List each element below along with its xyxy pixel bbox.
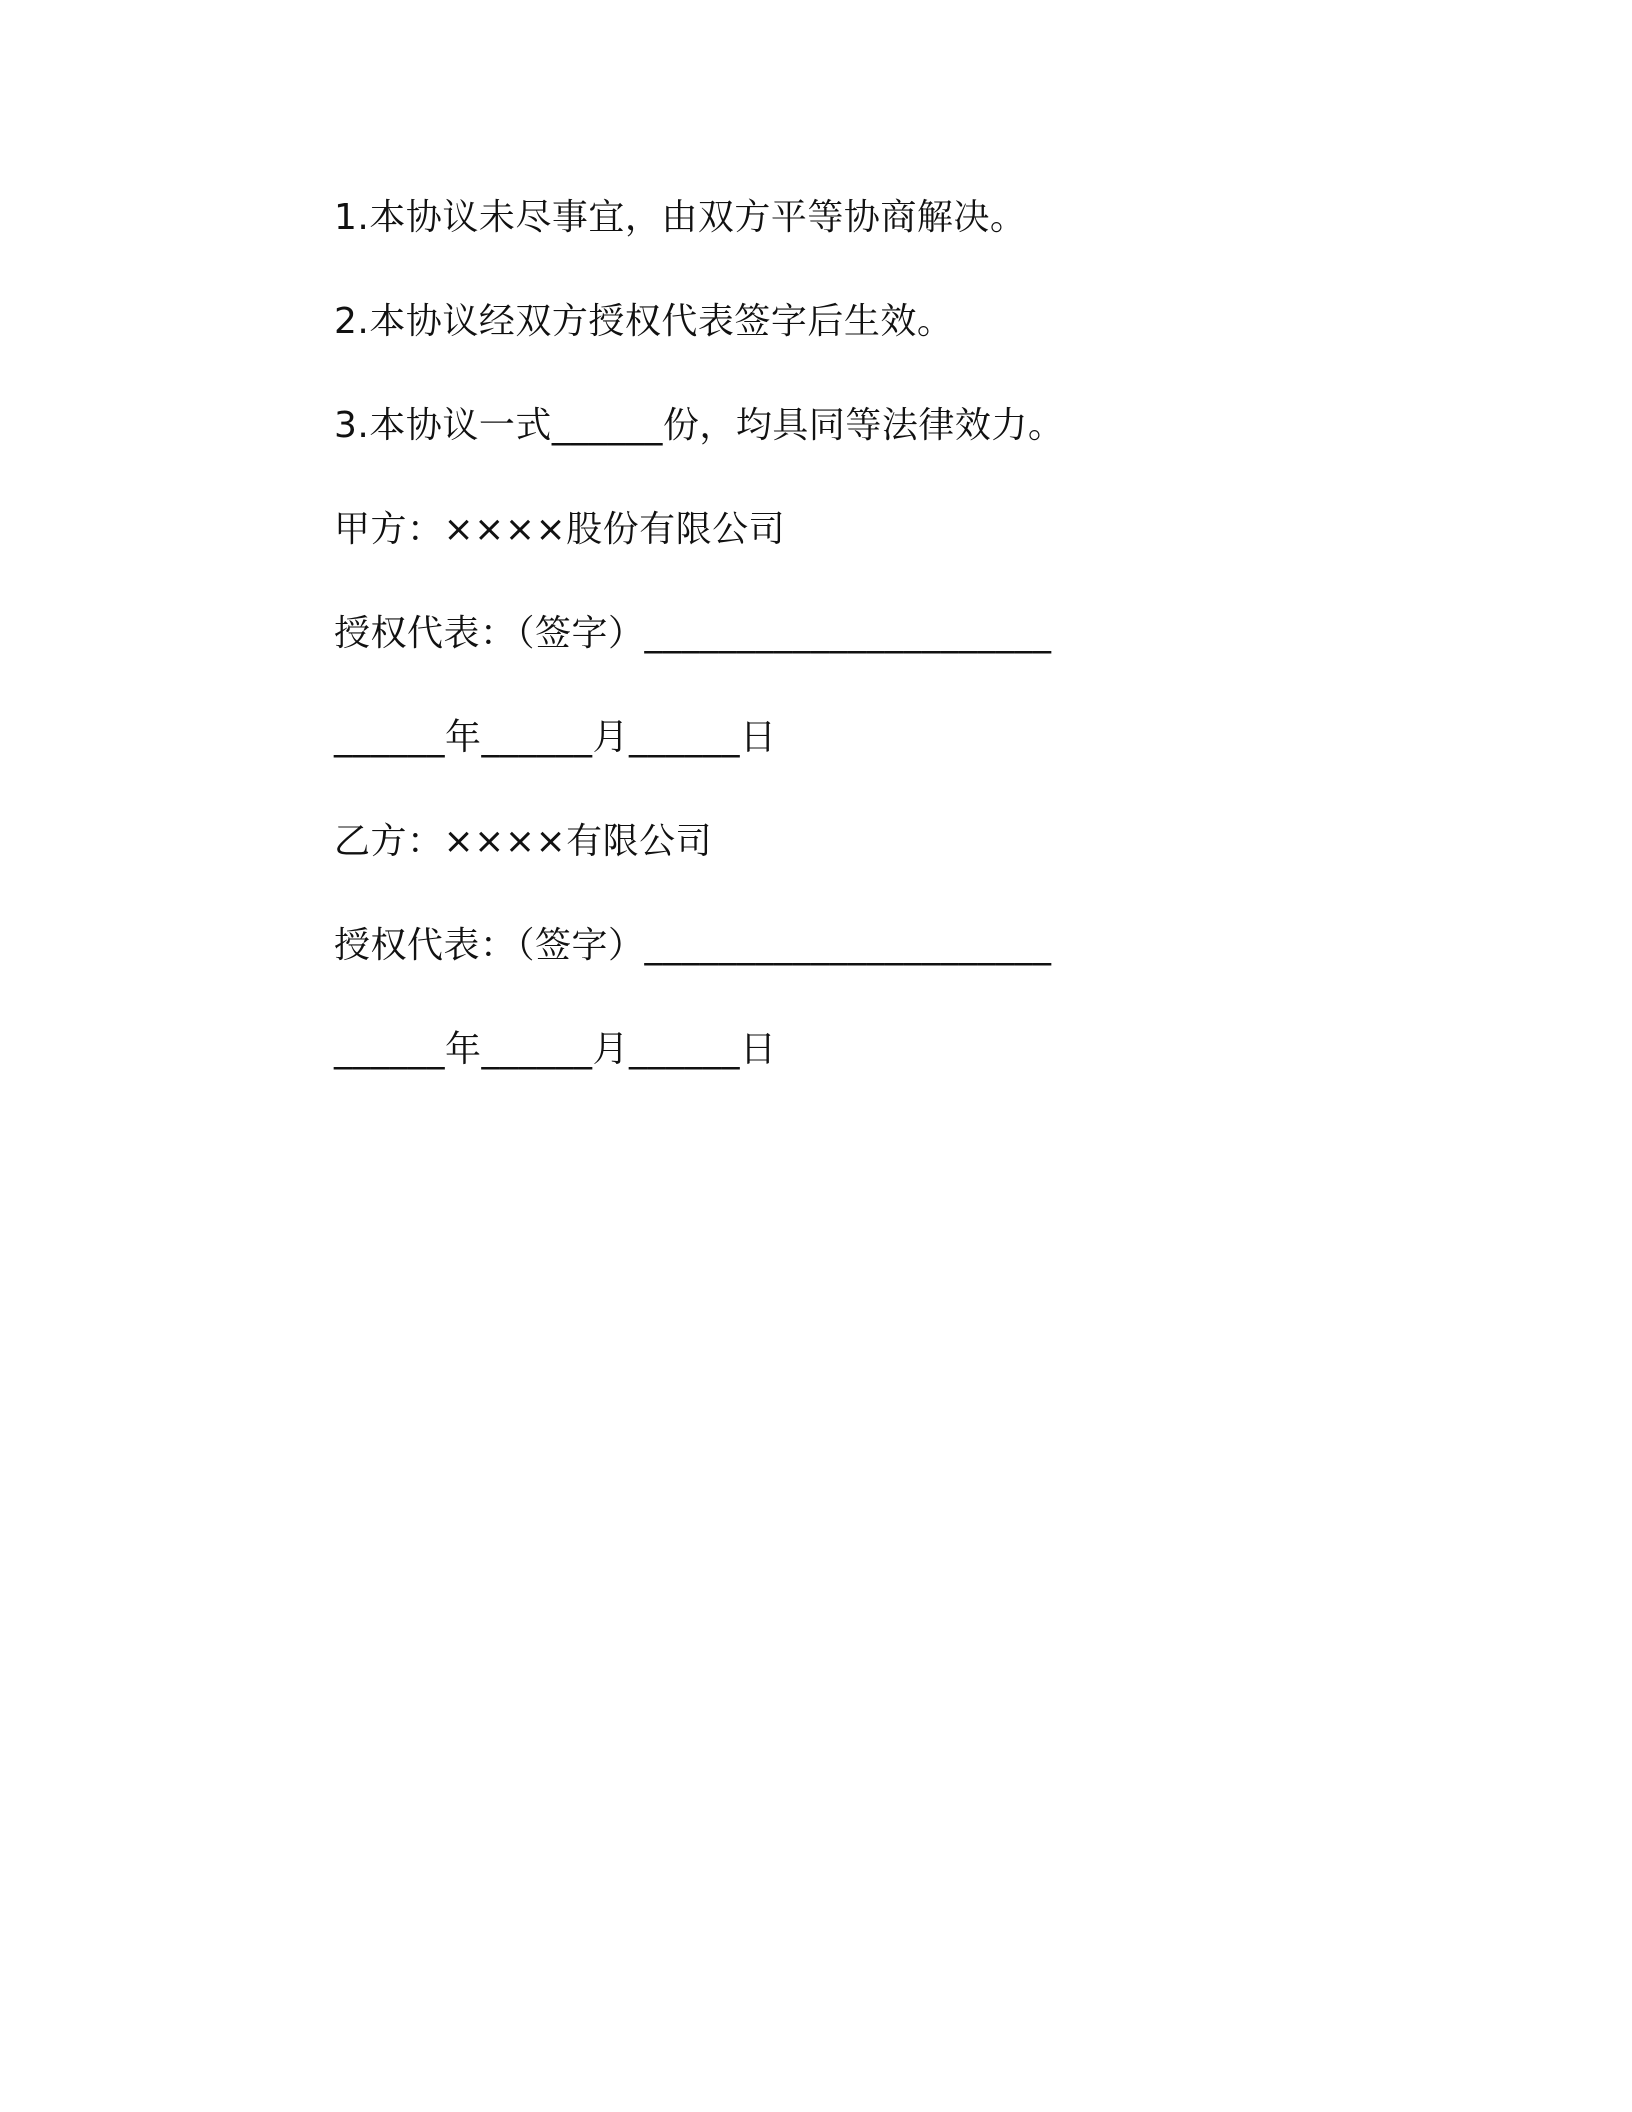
party-a-name: 甲方：××××股份有限公司 xyxy=(334,509,786,550)
party-b-signature-line: 授权代表：（签字）______________________ xyxy=(334,925,1052,966)
clause-2: 2.本协议经双方授权代表签字后生效。 xyxy=(334,301,954,342)
party-a-signature-line: 授权代表：（签字）______________________ xyxy=(334,613,1052,654)
document-body xyxy=(334,188,1334,1124)
party-b-date-line: ______年______月______日 xyxy=(334,1029,777,1070)
clause-1: 1.本协议未尽事宜，由双方平等协商解决。 xyxy=(334,197,1027,238)
clause-3: 3.本协议一式______份，均具同等法律效力。 xyxy=(334,405,1065,446)
party-a-date-line: ______年______月______日 xyxy=(334,717,777,758)
party-b-name: 乙方：××××有限公司 xyxy=(334,821,713,862)
